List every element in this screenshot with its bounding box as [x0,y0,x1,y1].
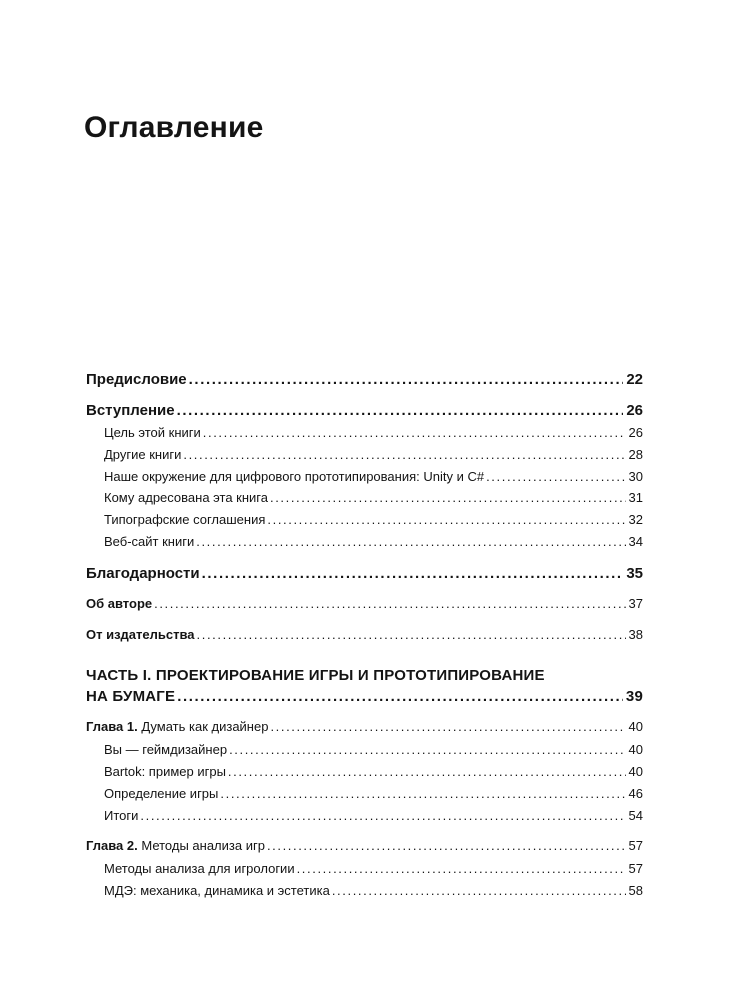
toc-page-number: 40 [628,742,643,757]
toc-entry-label [86,838,265,854]
dot-leader [220,786,625,802]
toc-part-label: НА БУМАГЕ [86,688,176,705]
toc-entry[interactable] [104,425,643,441]
toc-entry-about-author[interactable] [86,596,643,612]
toc-entry-introduction[interactable] [86,402,643,420]
toc-entry-from-publisher[interactable] [86,627,643,643]
toc-entry-label [86,719,268,735]
dot-leader [183,447,625,463]
toc-page-number: 57 [628,861,643,876]
dot-leader [228,764,626,780]
toc-entry-label: Другие книги [104,447,182,462]
chapter-title: Думать как дизайнер [141,719,269,734]
page-title: Оглавление [84,111,264,144]
toc-entry-label: Вступление [86,402,175,419]
toc-entry-chapter-1[interactable] [86,719,643,735]
toc-page-number: 35 [626,565,643,582]
toc-page-number: 22 [626,371,643,388]
toc-entry[interactable] [104,861,643,877]
toc-page-number: 40 [628,764,643,779]
toc-page-number: 57 [628,838,643,853]
toc-page-number: 28 [628,447,643,462]
dot-leader [267,512,625,528]
toc-page-number: 26 [626,402,643,419]
toc-page-number: 34 [628,534,643,549]
dot-leader [297,861,626,877]
chapter-prefix: Глава 1. [86,719,138,734]
toc-entry[interactable] [104,883,643,899]
toc-page-number: 32 [628,512,643,527]
toc-entry-label: От издательства [86,627,195,642]
dot-leader [486,469,625,485]
toc-entry-chapter-2[interactable] [86,838,643,854]
dot-leader [197,627,626,643]
dot-leader [203,425,626,441]
dot-leader [154,596,625,612]
toc-entry[interactable] [104,786,643,802]
toc-entry-label: Определение игры [104,786,219,801]
toc-entry-label: Bartok: пример игры [104,764,226,779]
table-of-contents [86,0,643,1000]
toc-entry-acknowledgements[interactable] [86,565,643,583]
dot-leader [177,402,624,420]
toc-part-label: ЧАСТЬ I. ПРОЕКТИРОВАНИЕ ИГРЫ И ПРОТОТИПИРОВАНИЕ [86,667,545,684]
dot-leader [196,534,625,550]
toc-entry[interactable] [104,490,643,506]
toc-entry[interactable] [104,469,643,485]
toc-entry-label: Наше окружение для цифрового прототипирования: Unity и C# [104,469,485,484]
toc-entry[interactable] [104,742,643,758]
toc-entry-label: Об авторе [86,596,153,611]
toc-entry-label: Предисловие [86,371,187,388]
dot-leader [202,565,624,583]
dot-leader [229,742,625,758]
toc-entry-label: Типографские соглашения [104,512,266,527]
toc-page-number: 39 [625,688,643,705]
toc-entry-label: Итоги [104,808,139,823]
dot-leader [177,688,623,706]
dot-leader [270,490,626,506]
toc-page-number: 46 [628,786,643,801]
toc-page-number: 58 [628,883,643,898]
toc-page-number: 37 [628,596,643,611]
toc-page-number: 31 [628,490,643,505]
toc-entry-label: Благодарности [86,565,200,582]
toc-page-number: 26 [628,425,643,440]
dot-leader [189,371,624,389]
toc-page-number: 30 [628,469,643,484]
toc-entry-label: Вы — геймдизайнер [104,742,228,757]
toc-page-number: 38 [628,627,643,642]
dot-leader [140,808,625,824]
chapter-title: Методы анализа игр [141,838,265,853]
chapter-prefix: Глава 2. [86,838,138,853]
toc-page-number: 54 [628,808,643,823]
toc-entry[interactable] [104,808,643,824]
toc-entry-preface[interactable] [86,371,643,389]
toc-entry-label: Цель этой книги [104,425,201,440]
toc-entry[interactable] [104,764,643,780]
dot-leader [270,719,625,735]
toc-page-number: 40 [628,719,643,734]
toc-part-heading-line1[interactable] [86,667,643,685]
toc-entry[interactable] [104,534,643,550]
dot-leader [332,883,626,899]
toc-part-heading-line2[interactable] [86,688,643,706]
toc-entry-label: МДЭ: механика, динамика и эстетика [104,883,330,898]
toc-entry-label: Методы анализа для игрологии [104,861,295,876]
toc-entry-label: Кому адресована эта книга [104,490,268,505]
toc-entry[interactable] [104,512,643,528]
toc-entry[interactable] [104,447,643,463]
dot-leader [267,838,626,854]
toc-entry-label: Веб-сайт книги [104,534,195,549]
